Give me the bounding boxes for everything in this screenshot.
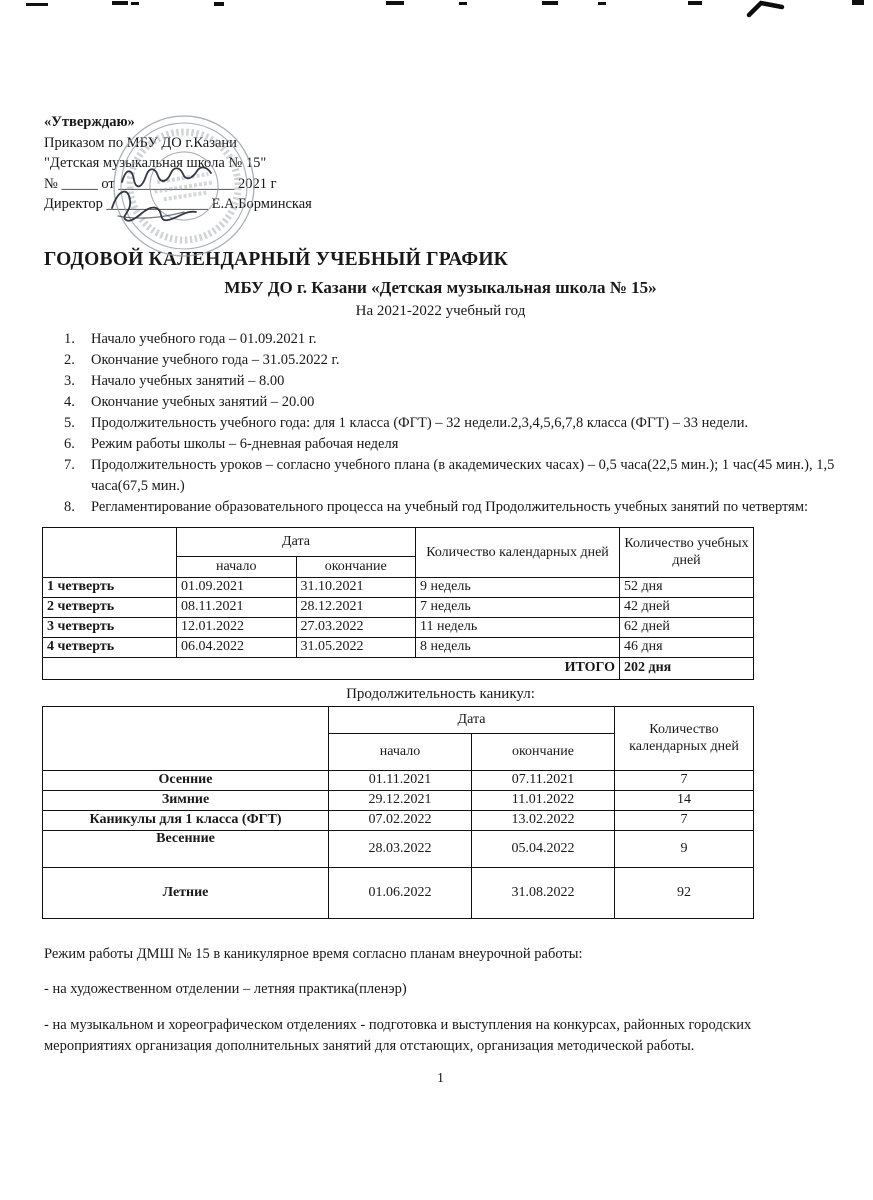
list-item-text: Окончание учебного года – 31.05.2022 г. xyxy=(91,351,340,368)
start-date-cell: 28.03.2022 xyxy=(329,830,472,867)
list-item-text: Режим работы школы – 6-дневная рабочая неделя xyxy=(91,435,399,452)
study-days-cell: 42 дней xyxy=(620,597,754,617)
art-department-paragraph: - на художественном отделении – летняя практика(пленэр) xyxy=(44,981,407,997)
table-row xyxy=(43,810,754,830)
list-item-number: 6. xyxy=(64,435,75,452)
list-item xyxy=(64,350,837,371)
list-item xyxy=(64,413,837,434)
table-row xyxy=(43,867,754,918)
total-row xyxy=(43,657,754,679)
calendar-days-cell: 7 недель xyxy=(416,597,620,617)
vacation-name-cell: Весенние xyxy=(43,830,329,867)
start-date-cell: 01.09.2021 xyxy=(177,577,297,597)
end-date-cell: 07.11.2021 xyxy=(472,770,615,790)
end-date-cell: 28.12.2021 xyxy=(296,597,416,617)
end-date-cell: 31.10.2021 xyxy=(296,577,416,597)
empty-header-cell xyxy=(43,706,329,770)
document-title: ГОДОВОЙ КАЛЕНДАРНЫЙ УЧЕБНЫЙ ГРАФИК xyxy=(44,248,509,270)
approval-director-line: Директор ______________ Е.А.Борминская xyxy=(44,196,312,212)
list-item-number: 8. xyxy=(64,498,75,515)
list-item xyxy=(64,434,837,455)
quarter-name-cell: 3 четверть xyxy=(43,617,177,637)
end-date-cell: 13.02.2022 xyxy=(472,810,615,830)
music-department-paragraph: - на музыкальном и хореографическом отделениях - подготовка и выступления на конкурсах, районных городских мероприятиях организация дополнительных занятий для отстающих, организация методической работы. xyxy=(44,1016,752,1054)
study-days-cell: 46 дня xyxy=(620,637,754,657)
end-date-cell: 05.04.2022 xyxy=(472,830,615,867)
end-date-cell: 11.01.2022 xyxy=(472,790,615,810)
quarters-table xyxy=(42,527,754,680)
provisions-list xyxy=(44,329,837,518)
quarter-name-cell: 4 четверть xyxy=(43,637,177,657)
vacation-name-cell: Зимние xyxy=(43,790,329,810)
calendar-days-header-cell: Количество календарных дней xyxy=(615,706,754,770)
calendar-days-cell: 9 недель xyxy=(416,577,620,597)
start-date-cell: 01.11.2021 xyxy=(329,770,472,790)
table-row xyxy=(43,830,754,867)
table-row xyxy=(43,790,754,810)
end-date-cell: 31.08.2022 xyxy=(472,867,615,918)
list-item-text: Регламентирование образовательного процесса на учебный год Продолжительность учебных занятий по четвертям: xyxy=(91,498,809,515)
days-cell: 14 xyxy=(615,790,754,810)
list-item-number: 2. xyxy=(64,351,75,368)
vacation-name-cell: Каникулы для 1 класса (ФГТ) xyxy=(43,810,329,830)
list-item-number: 7. xyxy=(64,456,75,473)
start-date-cell: 12.01.2022 xyxy=(177,617,297,637)
list-item xyxy=(64,497,837,518)
list-item-text: Окончание учебных занятий – 20.00 xyxy=(91,393,315,410)
vacations-caption: Продолжительность каникул: xyxy=(346,685,535,702)
list-item-number: 4. xyxy=(64,393,75,410)
vacations-table xyxy=(42,706,754,919)
empty-header-cell xyxy=(43,527,177,577)
list-item xyxy=(64,371,837,392)
total-value-cell: 202 дня xyxy=(620,657,754,679)
quarter-name-cell: 2 четверть xyxy=(43,597,177,617)
vacation-name-cell: Летние xyxy=(43,867,329,918)
study-days-cell: 62 дней xyxy=(620,617,754,637)
quarter-name-cell: 1 четверть xyxy=(43,577,177,597)
list-item xyxy=(64,455,837,497)
approval-block xyxy=(44,112,384,215)
days-cell: 7 xyxy=(615,770,754,790)
closing-paragraphs xyxy=(44,944,837,1057)
list-item-text: Начало учебного года – 01.09.2021 г. xyxy=(91,330,317,347)
approval-order-line: Приказом по МБУ ДО г.Казани xyxy=(44,134,237,151)
vacations-header-row xyxy=(43,706,754,733)
quarters-header-row xyxy=(43,527,754,556)
table-row xyxy=(43,597,754,617)
total-label-cell: ИТОГО xyxy=(43,657,620,679)
list-item xyxy=(64,392,837,413)
start-header-cell: начало xyxy=(329,733,472,770)
end-date-cell: 27.03.2022 xyxy=(296,617,416,637)
table-row xyxy=(43,637,754,657)
list-item-number: 5. xyxy=(64,414,75,431)
calendar-days-cell: 11 недель xyxy=(416,617,620,637)
table-row xyxy=(43,617,754,637)
calendar-days-cell: 8 недель xyxy=(416,637,620,657)
start-header-cell: начало xyxy=(177,556,297,577)
approval-school-line: "Детская музыкальная школа № 15" xyxy=(44,155,267,171)
end-date-cell: 31.05.2022 xyxy=(296,637,416,657)
start-date-cell: 06.04.2022 xyxy=(177,637,297,657)
list-item-text: Продолжительность учебного года: для 1 класса (ФГТ) – 32 недели.2,3,4,5,6,7,8 класса (ФГТ) – 33 недели. xyxy=(91,414,749,431)
days-cell: 7 xyxy=(615,810,754,830)
vacation-name-cell: Осенние xyxy=(43,770,329,790)
date-header-cell: Дата xyxy=(177,527,416,556)
list-item-number: 1. xyxy=(64,330,75,347)
start-date-cell: 07.02.2022 xyxy=(329,810,472,830)
table-row xyxy=(43,770,754,790)
approval-number-line: № _____ от ________________ 2021 г xyxy=(44,175,277,192)
list-item-text: Продолжительность уроков – согласно учебного плана (в академических часах) – 0,5 часа(22,5 мин.); 1 час(45 мин.), 1,5 часа(67,5 мин.) xyxy=(91,456,835,494)
start-date-cell: 29.12.2021 xyxy=(329,790,472,810)
list-item-text: Начало учебных занятий – 8.00 xyxy=(91,372,285,389)
approval-word: «Утверждаю» xyxy=(44,114,135,130)
start-date-cell: 08.11.2021 xyxy=(177,597,297,617)
days-cell: 92 xyxy=(615,867,754,918)
list-item xyxy=(64,329,837,350)
start-date-cell: 01.06.2022 xyxy=(329,867,472,918)
table-row xyxy=(43,577,754,597)
end-header-cell: окончание xyxy=(296,556,416,577)
list-item-number: 3. xyxy=(64,372,75,389)
days-cell: 9 xyxy=(615,830,754,867)
page-number: 1 xyxy=(437,1071,444,1086)
study-days-cell: 52 дня xyxy=(620,577,754,597)
academic-year-line: На 2021-2022 учебный год xyxy=(355,302,526,319)
end-header-cell: окончание xyxy=(472,733,615,770)
work-mode-paragraph: Режим работы ДМШ № 15 в каникулярное время согласно планам внеурочной работы: xyxy=(44,945,583,962)
study-days-header-cell: Количество учебных дней xyxy=(620,527,754,577)
document-subtitle: МБУ ДО г. Казани «Детская музыкальная школа № 15» xyxy=(224,277,657,297)
date-header-cell: Дата xyxy=(329,706,615,733)
calendar-days-header-cell: Количество календарных дней xyxy=(416,527,620,577)
